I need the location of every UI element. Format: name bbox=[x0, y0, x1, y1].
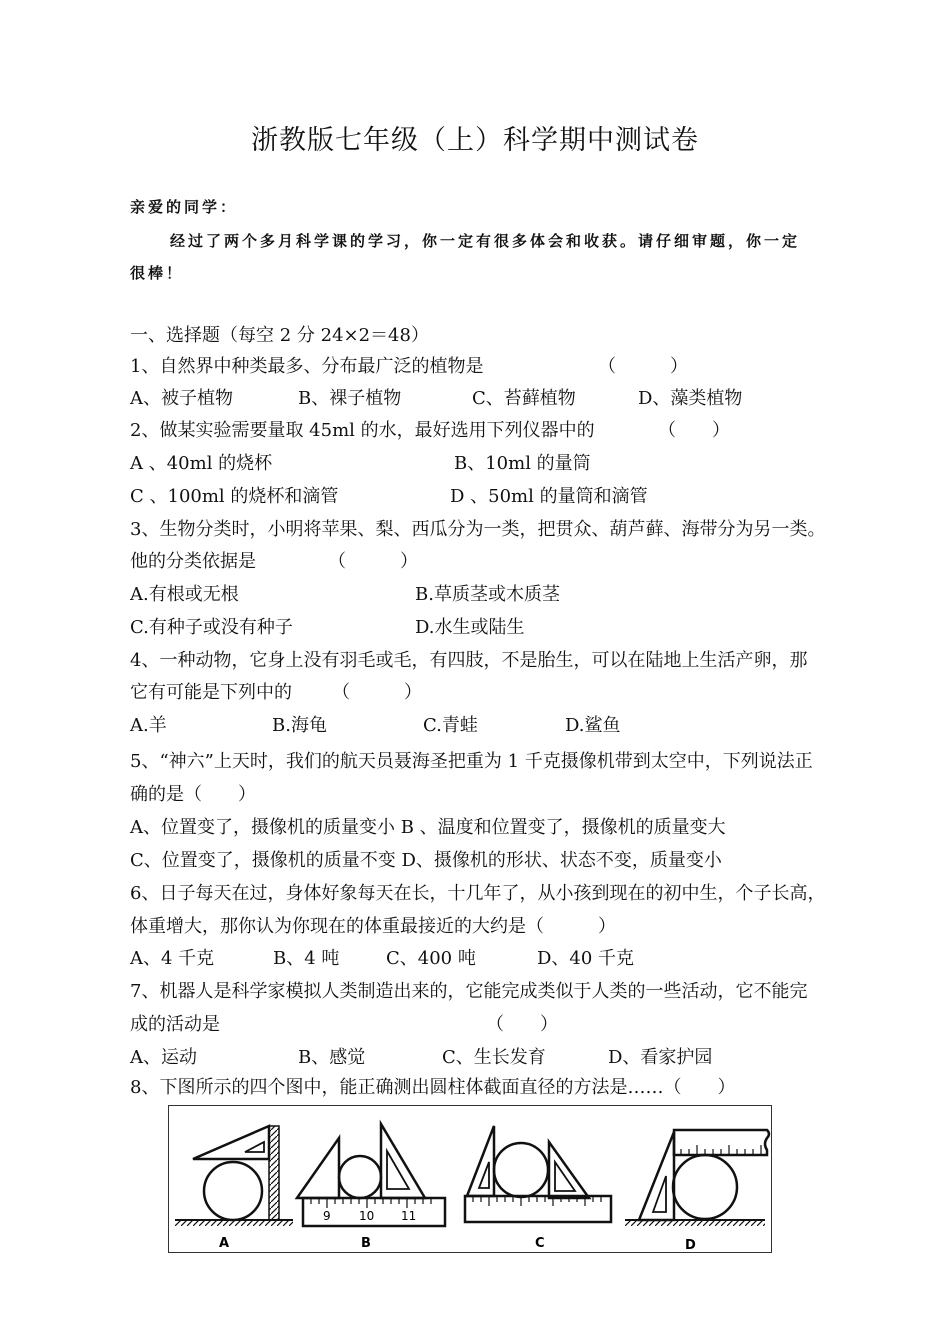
diagram-c bbox=[465, 1126, 611, 1251]
answer-bracket: （ ） bbox=[658, 420, 730, 441]
greeting-message-line2: 很棒！ bbox=[130, 264, 185, 282]
option-c: C 、100ml 的烧杯和滴管 bbox=[130, 486, 339, 507]
option-c: C.青蛙 bbox=[423, 715, 478, 736]
question-8: 8、下图所示的四个图中，能正确测出圆柱体截面直径的方法是……（ ） bbox=[130, 1077, 736, 1098]
question-3-line1: 3、生物分类时，小明将苹果、梨、西瓜分为一类，把贯众、葫芦藓、海带分为另一类。 bbox=[130, 519, 826, 540]
option-a: A、被子植物 bbox=[130, 388, 233, 409]
question-3-line2 bbox=[130, 547, 418, 573]
option-c: C、400 吨 bbox=[386, 948, 476, 969]
question-1 bbox=[130, 352, 688, 378]
greeting-salutation: 亲爱的同学： bbox=[130, 198, 239, 216]
option-c: C、苔藓植物 bbox=[472, 388, 576, 409]
triangle-ruler bbox=[639, 1132, 674, 1220]
page-title: 浙教版七年级（上）科学期中测试卷 bbox=[251, 125, 699, 156]
triangle-ruler-inner bbox=[245, 1142, 264, 1152]
left-triangle-ruler bbox=[297, 1138, 339, 1198]
question-2 bbox=[130, 416, 730, 442]
cylinder-circle bbox=[204, 1162, 262, 1220]
figure-label-d: D bbox=[685, 1238, 696, 1252]
right-triangle-ruler-inner bbox=[387, 1151, 409, 1189]
ruler-tick-10: 10 bbox=[359, 1209, 375, 1223]
ruler-tick-11: 11 bbox=[401, 1209, 417, 1223]
question-5-options-cd: C、位置变了，摄像机的质量不变 D、摄像机的形状、状态不变，质量变小 bbox=[130, 850, 722, 871]
option-d: D、藻类植物 bbox=[638, 388, 743, 409]
cylinder-circle bbox=[494, 1143, 548, 1197]
left-triangle-ruler-inner bbox=[479, 1162, 489, 1188]
measurement-figure bbox=[168, 1105, 772, 1253]
option-a: A、4 千克 bbox=[130, 948, 215, 969]
option-d: D、40 千克 bbox=[537, 948, 635, 969]
option-a: A、运动 bbox=[130, 1047, 197, 1068]
option-c: C.有种子或没有种子 bbox=[130, 617, 293, 638]
ruler-tick-9: 9 bbox=[323, 1209, 331, 1223]
option-a: A.羊 bbox=[130, 715, 167, 736]
question-5-line1: 5、“神六”上天时，我们的航天员聂海圣把重为 1 千克摄像机带到太空中，下列说法正 bbox=[130, 751, 813, 772]
figure-label-b: B bbox=[361, 1236, 371, 1251]
answer-bracket: （ ） bbox=[486, 1014, 558, 1035]
option-c: C、生长发育 bbox=[442, 1047, 546, 1068]
question-7-line2 bbox=[130, 1010, 558, 1036]
wall bbox=[269, 1126, 279, 1220]
question-6-line2: 体重增大，那你认为你现在的体重最接近的大约是（ ） bbox=[130, 916, 616, 937]
question-4-line2 bbox=[130, 678, 422, 704]
cylinder-diameter-diagrams bbox=[169, 1106, 771, 1252]
answer-bracket: （ ） bbox=[328, 551, 418, 572]
option-b: B、4 吨 bbox=[273, 948, 340, 969]
question-stem: 1、自然界中种类最多、分布最广泛的植物是 bbox=[130, 356, 484, 377]
option-d: D.水生或陆生 bbox=[415, 617, 525, 638]
greeting-message-line1: 经过了两个多月科学课的学习，你一定有很多体会和收获。请仔细审题，你一定 bbox=[170, 232, 801, 250]
cylinder-circle bbox=[673, 1155, 737, 1219]
question-5-options-ab: A、位置变了，摄像机的质量变小 B 、温度和位置变了，摄像机的质量变大 bbox=[130, 817, 726, 838]
triangle-ruler bbox=[193, 1126, 269, 1159]
diagram-a bbox=[175, 1126, 293, 1251]
option-b: B、10ml 的量筒 bbox=[454, 453, 591, 474]
question-7-line1: 7、机器人是科学家模拟人类制造出来的，它能完成类似于人类的一些活动，它不能完 bbox=[130, 981, 808, 1002]
option-b: B.草质茎或木质茎 bbox=[415, 584, 560, 605]
question-stem: 2、做某实验需要量取 45ml 的水，最好选用下列仪器中的 bbox=[130, 420, 595, 441]
option-a: A 、40ml 的烧杯 bbox=[130, 453, 273, 474]
option-d: D.鲨鱼 bbox=[565, 715, 621, 736]
ruler bbox=[465, 1196, 611, 1222]
option-b: B、感觉 bbox=[298, 1047, 366, 1068]
diagram-b bbox=[297, 1124, 445, 1251]
diagram-d bbox=[625, 1130, 769, 1252]
option-b: B、裸子植物 bbox=[298, 388, 402, 409]
question-6-line1: 6、日子每天在过，身体好象每天在长，十几年了，从小孩到现在的初中生，个子长高， bbox=[130, 883, 826, 904]
section-heading: 一、选择题（每空 2 分 24×2＝48） bbox=[130, 325, 429, 346]
figure-label-c: C bbox=[535, 1236, 545, 1251]
figure-label-a: A bbox=[219, 1236, 230, 1251]
option-a: A.有根或无根 bbox=[130, 584, 239, 605]
cylinder-circle bbox=[339, 1156, 381, 1198]
answer-bracket: （ ） bbox=[598, 356, 688, 377]
option-d: D、看家护园 bbox=[608, 1047, 713, 1068]
question-stem: 成的活动是 bbox=[130, 1014, 220, 1035]
question-stem: 它有可能是下列中的 bbox=[130, 682, 292, 703]
question-stem: 他的分类依据是 bbox=[130, 551, 256, 572]
question-4-line1: 4、一种动物，它身上没有羽毛或毛，有四肢，不是胎生，可以在陆地上生活产卵，那 bbox=[130, 650, 808, 671]
question-5-line2: 确的是（ ） bbox=[130, 784, 256, 805]
option-b: B.海龟 bbox=[272, 715, 327, 736]
answer-bracket: （ ） bbox=[332, 682, 422, 703]
option-d: D 、50ml 的量筒和滴管 bbox=[450, 486, 648, 507]
